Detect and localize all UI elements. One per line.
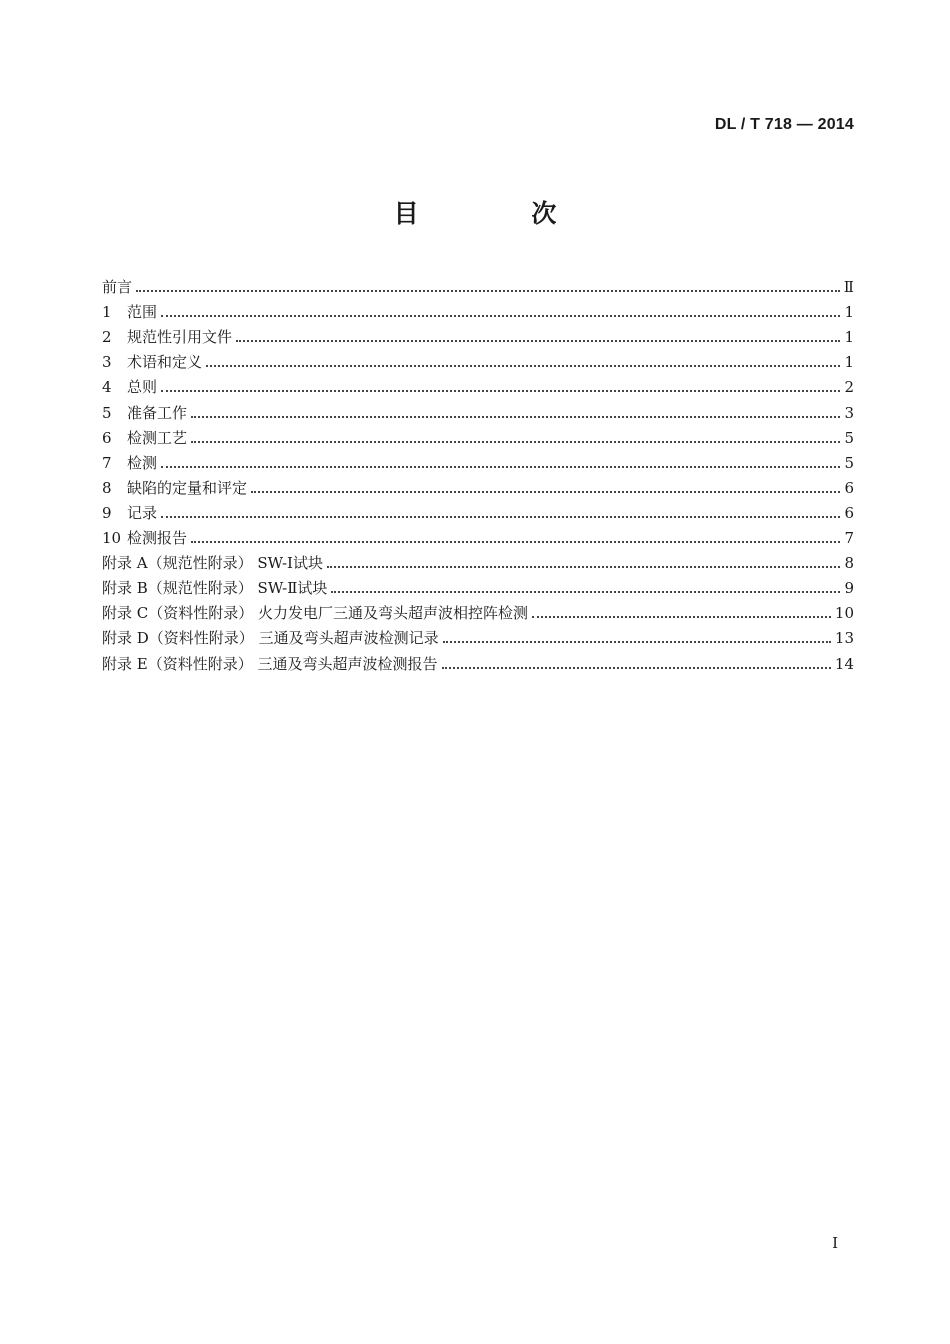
toc-entry[interactable] xyxy=(102,372,854,397)
toc-dot-leader xyxy=(161,465,840,468)
toc-dot-leader xyxy=(251,490,840,493)
toc-entry[interactable] xyxy=(102,423,854,448)
table-of-contents xyxy=(102,272,854,674)
toc-entry-number: 2 xyxy=(102,328,112,347)
toc-entry[interactable] xyxy=(102,448,854,473)
toc-entry-number: 1 xyxy=(102,303,112,322)
toc-entry-title: 附录 E（资料性附录） 三通及弯头超声波检测报告 xyxy=(102,654,438,673)
page-number: I xyxy=(832,1234,838,1252)
toc-entry-page: 14 xyxy=(834,654,854,673)
toc-entry-number: 4 xyxy=(102,378,112,397)
toc-entry-page: 3 xyxy=(844,403,854,422)
toc-entry-title: 术语和定义 xyxy=(127,353,203,372)
toc-dot-leader xyxy=(136,289,840,292)
toc-dot-leader xyxy=(191,440,840,443)
toc-entry[interactable] xyxy=(102,473,854,498)
toc-entry-page: 5 xyxy=(844,428,854,447)
toc-entry-page: 2 xyxy=(844,378,854,397)
toc-entry[interactable] xyxy=(102,397,854,422)
document-code: DL / T 718 — 2014 xyxy=(714,116,854,133)
toc-dot-leader xyxy=(161,314,840,317)
toc-entry[interactable] xyxy=(102,272,854,297)
toc-entry-page: 5 xyxy=(844,453,854,472)
toc-dot-leader xyxy=(442,666,831,669)
toc-entry-title: 附录 D（资料性附录） 三通及弯头超声波检测记录 xyxy=(102,629,439,648)
toc-entry-number: 8 xyxy=(102,478,112,497)
toc-entry-page: 6 xyxy=(844,478,854,497)
toc-entry-number: 3 xyxy=(102,353,112,372)
toc-dot-leader xyxy=(191,415,840,418)
toc-entry[interactable] xyxy=(102,648,854,673)
toc-entry-page: 6 xyxy=(844,503,854,522)
toc-entry-number: 7 xyxy=(102,453,112,472)
toc-entry-number: 6 xyxy=(102,428,112,447)
toc-entry-page: Ⅱ xyxy=(843,278,854,297)
toc-dot-leader xyxy=(236,339,840,342)
toc-entry[interactable] xyxy=(102,347,854,372)
toc-entry[interactable] xyxy=(102,322,854,347)
toc-entry-number: 9 xyxy=(102,503,112,522)
toc-dot-leader xyxy=(161,389,840,392)
toc-entry-title: 检测报告 xyxy=(127,529,188,548)
toc-entry-page: 10 xyxy=(834,604,854,623)
toc-entry-title: 附录 A（规范性附录） SW-Ⅰ试块 xyxy=(102,554,323,573)
toc-entry[interactable] xyxy=(102,598,854,623)
toc-entry-title: 记录 xyxy=(127,503,158,522)
toc-entry-number: 10 xyxy=(102,529,122,548)
page-title: 目 次 xyxy=(393,199,609,228)
toc-entry-page: 13 xyxy=(834,629,854,648)
toc-entry-title: 前言 xyxy=(102,278,133,297)
toc-entry-title: 范围 xyxy=(127,303,158,322)
toc-entry[interactable] xyxy=(102,297,854,322)
toc-dot-leader xyxy=(327,565,840,568)
toc-entry-title: 附录 B（规范性附录） SW-Ⅱ试块 xyxy=(102,579,328,598)
toc-entry-page: 1 xyxy=(844,353,854,372)
toc-dot-leader xyxy=(191,540,840,543)
toc-entry[interactable] xyxy=(102,548,854,573)
toc-entry-title: 总则 xyxy=(127,378,158,397)
toc-entry-title: 检测 xyxy=(127,453,158,472)
toc-entry[interactable] xyxy=(102,498,854,523)
toc-entry-page: 9 xyxy=(844,579,854,598)
toc-entry-title: 缺陷的定量和评定 xyxy=(127,478,248,497)
toc-dot-leader xyxy=(532,615,831,618)
toc-entry-title: 规范性引用文件 xyxy=(127,328,233,347)
toc-entry[interactable] xyxy=(102,523,854,548)
toc-entry-title: 检测工艺 xyxy=(127,428,188,447)
toc-entry-title: 准备工作 xyxy=(127,403,188,422)
toc-dot-leader xyxy=(331,590,840,593)
toc-entry-page: 8 xyxy=(844,554,854,573)
toc-entry-page: 1 xyxy=(844,328,854,347)
toc-entry-number: 5 xyxy=(102,403,112,422)
toc-dot-leader xyxy=(206,364,840,367)
toc-entry-page: 7 xyxy=(844,529,854,548)
toc-entry[interactable] xyxy=(102,573,854,598)
toc-entry[interactable] xyxy=(102,623,854,648)
toc-entry-title: 附录 C（资料性附录） 火力发电厂三通及弯头超声波相控阵检测 xyxy=(102,604,529,623)
toc-entry-page: 1 xyxy=(844,303,854,322)
toc-dot-leader xyxy=(443,640,831,643)
toc-dot-leader xyxy=(161,515,840,518)
